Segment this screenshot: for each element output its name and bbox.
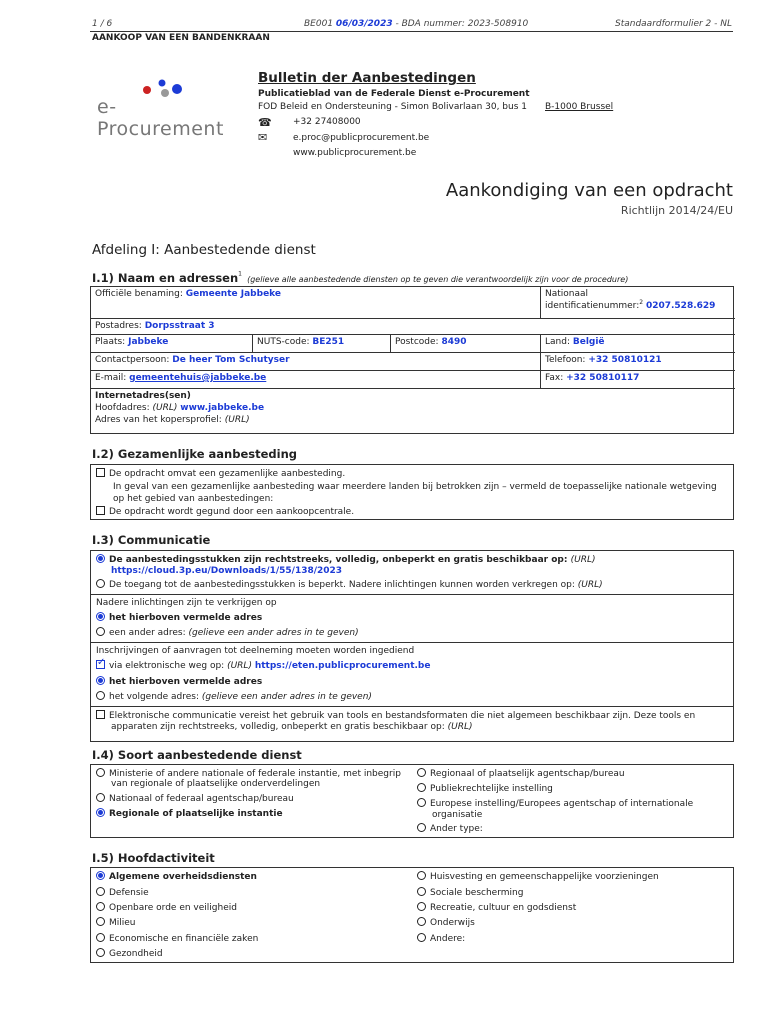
tools-option[interactable]: Elektronische communicatie vereist het gebruik van tools en bestandsformaten die niet algemeen beschikbaar zijn. Deze tools en: [96, 710, 695, 721]
publisher-subtitle: Publicatieblad van de Federale Dienst e-Procurement: [258, 89, 530, 99]
mail-icon: ✉: [258, 131, 268, 144]
nuts-cell: NUTS-code: BE251: [253, 335, 391, 353]
email-cell: E-mail: gemeentehuis@jabbeke.be: [91, 371, 541, 389]
radio-selected[interactable]: [96, 676, 105, 685]
authority-public-law-option[interactable]: Publiekrechtelijke instelling: [417, 783, 553, 794]
logo-text: e-Procurement: [97, 96, 224, 140]
radio[interactable]: [417, 933, 426, 942]
activity-recreation-option[interactable]: Recreatie, cultuur en godsdienst: [417, 902, 576, 913]
main-activity-box: [90, 867, 734, 963]
city-cell: Plaats: Jabbeke: [91, 335, 253, 353]
radio-selected[interactable]: [96, 612, 105, 621]
submit-url[interactable]: https://eten.publicprocurement.be: [254, 661, 431, 671]
phone-icon: ☎: [258, 116, 272, 129]
publisher-address: FOD Beleid en Ondersteuning - Simon Bolivarlaan 30, bus 1: [258, 102, 528, 112]
contact-cell: Contactpersoon: De heer Tom Schutyser: [91, 353, 541, 371]
s1-5-heading: I.5) Hoofdactiviteit: [92, 851, 215, 865]
activity-public-order-option[interactable]: Openbare orde en veiligheid: [96, 902, 237, 913]
s1-1-heading: I.1) Naam en adressen$^1$ (gelieve alle aanbestedende diensten op te geven die verantwoordelijk zijn voor de procedure): [92, 270, 629, 285]
radio[interactable]: [96, 793, 105, 802]
postal-address-cell: Postadres: Dorpsstraat 3: [91, 319, 735, 335]
radio[interactable]: [417, 823, 426, 832]
submit-above-option[interactable]: het hierboven vermelde adres: [96, 676, 262, 687]
s1-4-heading: I.4) Soort aanbestedende dienst: [92, 748, 302, 762]
page-number: 1 / 6: [92, 19, 113, 29]
radio[interactable]: [96, 948, 105, 957]
checkbox[interactable]: [96, 506, 105, 515]
activity-economic-option[interactable]: Economische en financiële zaken: [96, 933, 258, 944]
radio[interactable]: [417, 887, 426, 896]
joint-procurement-box: [90, 464, 734, 520]
publisher-website[interactable]: www.publicprocurement.be: [293, 148, 417, 158]
radio[interactable]: [96, 691, 105, 700]
radio-selected[interactable]: [96, 808, 105, 817]
info-above-option[interactable]: het hierboven vermelde adres: [96, 612, 262, 623]
radio[interactable]: [417, 798, 426, 807]
docs-free-option[interactable]: De aanbestedingsstukken zijn rechtstreeks, volledig, onbeperkt en gratis beschikbaar op: (URL): [96, 554, 595, 565]
form-name: Standaardformulier 2 - NL: [614, 19, 732, 29]
submit-electronic-option[interactable]: ✓via elektronische weg op: (URL) https://eten.publicprocurement.be: [96, 660, 430, 671]
postcode-cell: Postcode: 8490: [391, 335, 541, 353]
authority-ministry-cont: van regionale of plaatselijke onderverdelingen: [111, 779, 321, 789]
communication-box: [90, 550, 734, 742]
authority-european-cont: organisatie: [432, 810, 483, 820]
eprocurement-logo: [97, 78, 224, 140]
publisher-email[interactable]: e.proc@publicprocurement.be: [293, 133, 430, 143]
radio[interactable]: [96, 917, 105, 926]
radio[interactable]: [96, 768, 105, 777]
official-name-cell: Officiële benaming: Gemeente Jabbeke: [91, 287, 541, 319]
postal-address: Dorpsstraat 3: [144, 321, 215, 331]
s1-3-heading: I.3) Communicatie: [92, 533, 211, 547]
subject-title: AANKOOP VAN EEN BANDENKRAAN: [92, 33, 270, 43]
official-name: Gemeente Jabbeke: [185, 289, 282, 299]
authority-european-option[interactable]: Europese instelling/Europees agentschap of internationale: [417, 798, 693, 809]
contact-email[interactable]: gemeentehuis@jabbeke.be: [129, 373, 267, 383]
submit-other-option[interactable]: het volgende adres: (gelieve een ander adres in te geven): [96, 691, 372, 702]
activity-general-option[interactable]: Algemene overheidsdiensten: [96, 871, 257, 882]
publisher-city: B-1000 Brussel: [545, 102, 614, 112]
docs-restricted-option[interactable]: De toegang tot de aanbestedingsstukken is beperkt. Nadere inlichtingen kunnen worden verkregen op: (URL): [96, 579, 603, 590]
radio[interactable]: [417, 917, 426, 926]
country-cell: Land: België: [541, 335, 735, 353]
activity-environment-option[interactable]: Milieu: [96, 917, 136, 928]
joint-procurement-option[interactable]: De opdracht omvat een gezamenlijke aanbesteding.: [96, 468, 345, 479]
notice-directive: Richtlijn 2014/24/EU: [620, 204, 733, 217]
info-title: Nadere inlichtingen zijn te verkrijgen op: [96, 598, 277, 608]
section-title: Afdeling I: Aanbestedende dienst: [92, 242, 316, 258]
central-purchasing-option[interactable]: De opdracht wordt gegund door een aankoopcentrale.: [96, 506, 354, 517]
publisher-title: Bulletin der Aanbestedingen: [258, 70, 476, 86]
authority-national-option[interactable]: Nationaal of federaal agentschap/bureau: [96, 793, 294, 804]
activity-defence-option[interactable]: Defensie: [96, 887, 149, 898]
authority-type-box: [90, 764, 734, 838]
radio[interactable]: [96, 627, 105, 636]
radio[interactable]: [96, 579, 105, 588]
activity-health-option[interactable]: Gezondheid: [96, 948, 163, 959]
publisher-phone: +32 27408000: [293, 117, 361, 127]
radio-selected[interactable]: [96, 871, 105, 880]
national-id-cell: Nationaal identificatienummer:$^2$ 0207.528.629: [541, 287, 735, 319]
s1-2-heading: I.2) Gezamenlijke aanbesteding: [92, 447, 298, 461]
national-id: 0207.528.629: [645, 301, 716, 311]
activity-social-option[interactable]: Sociale bescherming: [417, 887, 523, 898]
radio[interactable]: [417, 768, 426, 777]
notice-title: Aankondiging van een opdracht: [445, 180, 733, 201]
radio[interactable]: [417, 783, 426, 792]
activity-housing-option[interactable]: Huisvesting en gemeenschappelijke voorzieningen: [417, 871, 659, 882]
radio[interactable]: [417, 871, 426, 880]
authority-other-option[interactable]: Ander type:: [417, 823, 483, 834]
info-other-option[interactable]: een ander adres: (gelieve een ander adres in te geven): [96, 627, 359, 638]
phone-cell: Telefoon: +32 50810121: [541, 353, 735, 371]
checkbox-checked[interactable]: [96, 660, 105, 669]
activity-other-option[interactable]: Andere:: [417, 933, 465, 944]
authority-regional-option[interactable]: Regionale of plaatselijke instantie: [96, 808, 283, 819]
submit-title: Inschrijvingen of aanvragen tot deelneming moeten worden ingediend: [96, 646, 415, 656]
activity-education-option[interactable]: Onderwijs: [417, 917, 475, 928]
authority-ministry-option[interactable]: Ministerie of andere nationale of federale instantie, met inbegrip: [96, 768, 401, 779]
radio-selected[interactable]: [96, 554, 105, 563]
joint-detail-1: In geval van een gezamenlijke aanbesteding waar meerdere landen bij betrokken zijn – vermeld de toepasselijke nationale wetgeving: [113, 482, 717, 492]
reference: BE001 06/03/2023 - BDA nummer: 2023-508910: [304, 19, 529, 29]
internet-cell: Internetadres(sen) Hoofdadres: (URL) www.jabbeke.be Adres van het kopersprofiel: (URL): [95, 391, 265, 425]
radio[interactable]: [96, 933, 105, 942]
radio[interactable]: [417, 902, 426, 911]
reference-date: 06/03/2023: [335, 19, 393, 29]
radio[interactable]: [96, 887, 105, 896]
docs-url[interactable]: https://cloud.3p.eu/Downloads/1/55/138/2023: [111, 566, 343, 576]
authority-regional-agency-option[interactable]: Regionaal of plaatselijk agentschap/bureau: [417, 768, 625, 779]
joint-detail-2: op het gebied van aanbestedingen:: [113, 494, 274, 504]
fax-cell: Fax: +32 50810117: [541, 371, 735, 389]
checkbox[interactable]: [96, 468, 105, 477]
radio[interactable]: [96, 902, 105, 911]
tools-detail: apparaten zijn rechtstreeks, volledig, onbeperkt en gratis beschikbaar op: (URL): [111, 722, 473, 732]
checkbox[interactable]: [96, 710, 105, 719]
name-address-table: [90, 286, 734, 434]
main-website[interactable]: www.jabbeke.be: [180, 403, 265, 413]
